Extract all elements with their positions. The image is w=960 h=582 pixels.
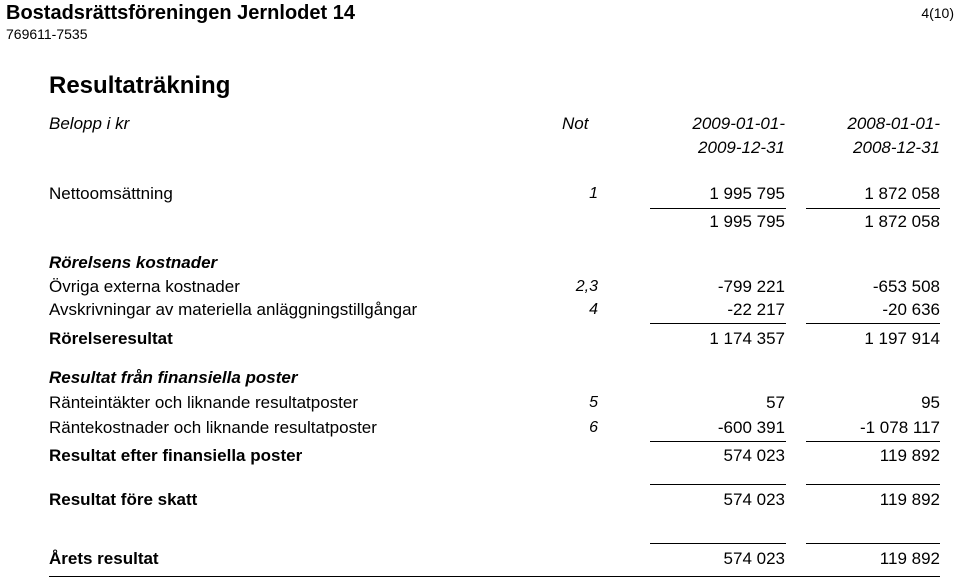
row-label: Avskrivningar av materiella anläggningstillgångar <box>49 300 418 319</box>
row-label: Ränteintäkter och liknande resultatposter <box>49 393 359 412</box>
row-label: Rörelseresultat <box>49 329 173 348</box>
sum-line <box>650 543 786 544</box>
value-2008: 1 197 914 <box>864 329 940 348</box>
period-2008-start: 2008-01-01- <box>847 114 940 133</box>
section-heading: Rörelsens kostnader <box>49 253 218 272</box>
value-2009: 57 <box>766 393 785 412</box>
value-2008: 119 892 <box>879 446 940 465</box>
value-2008: 1 872 058 <box>864 212 940 231</box>
row-arets-resultat <box>0 547 960 571</box>
row-rorelseresultat <box>0 327 960 351</box>
sum-line <box>806 323 940 324</box>
value-2009: -22 217 <box>727 300 785 319</box>
section-heading-operating-costs <box>0 251 960 275</box>
row-label: Övriga externa kostnader <box>49 277 240 296</box>
bottom-rule <box>49 576 940 577</box>
value-2009: -600 391 <box>717 418 785 437</box>
sum-line <box>806 208 940 209</box>
page-title: Resultaträkning <box>49 72 231 99</box>
row-rantekostnader <box>0 416 960 440</box>
row-note: 4 <box>589 301 598 318</box>
value-2009: 1 174 357 <box>709 329 785 348</box>
value-2009: -799 221 <box>717 277 785 296</box>
row-note: 2,3 <box>575 278 598 295</box>
row-label: Nettoomsättning <box>49 184 173 203</box>
value-2009: 574 023 <box>723 490 785 509</box>
row-avskrivningar <box>0 298 960 322</box>
row-ranteintakter <box>0 391 960 415</box>
sum-line <box>806 441 940 442</box>
organization-name: Bostadsrättsföreningen Jernlodet 14 <box>6 2 355 24</box>
section-heading-financial-items <box>0 366 960 390</box>
period-2009-start: 2009-01-01- <box>692 114 785 133</box>
value-2008: -1 078 117 <box>859 418 940 437</box>
row-note: 5 <box>589 394 598 411</box>
row-label: Resultat efter finansiella poster <box>49 446 303 465</box>
row-resultat-fore-skatt <box>0 488 960 512</box>
value-2008: -20 636 <box>882 300 940 319</box>
row-ovriga-externa-kostnader <box>0 275 960 299</box>
value-2009: 1 995 795 <box>709 212 785 231</box>
value-2008: 119 892 <box>879 549 940 568</box>
row-note: 6 <box>589 419 598 436</box>
column-header-period-2008 <box>806 112 940 160</box>
section-heading: Resultat från finansiella poster <box>49 368 298 387</box>
value-2008: 95 <box>921 393 940 412</box>
organization-number: 769611-7535 <box>6 26 88 42</box>
page-number: 4(10) <box>921 5 954 21</box>
period-2009-end: 2009-12-31 <box>698 138 785 157</box>
value-2009: 1 995 795 <box>709 184 785 203</box>
row-label: Räntekostnader och liknande resultatposter <box>49 418 377 437</box>
row-subtotal-revenue <box>0 210 960 234</box>
row-label: Årets resultat <box>49 549 159 568</box>
row-note: 1 <box>589 185 598 202</box>
value-2009: 574 023 <box>723 549 785 568</box>
sum-line <box>650 484 786 485</box>
sum-line <box>650 441 786 442</box>
sum-line <box>650 208 786 209</box>
value-2009: 574 023 <box>723 446 785 465</box>
sum-line <box>806 484 940 485</box>
row-label: Resultat före skatt <box>49 490 198 509</box>
row-nettoomsattning <box>0 182 960 206</box>
row-resultat-efter-finansiella-poster <box>0 444 960 468</box>
value-2008: 1 872 058 <box>864 184 940 203</box>
column-header-period-2009 <box>650 112 785 160</box>
value-2008: 119 892 <box>879 490 940 509</box>
sum-line <box>806 543 940 544</box>
value-2008: -653 508 <box>872 277 940 296</box>
column-header-label: Belopp i kr <box>49 114 130 133</box>
sum-line <box>650 323 786 324</box>
period-2008-end: 2008-12-31 <box>853 138 940 157</box>
column-header-note: Not <box>562 114 589 133</box>
